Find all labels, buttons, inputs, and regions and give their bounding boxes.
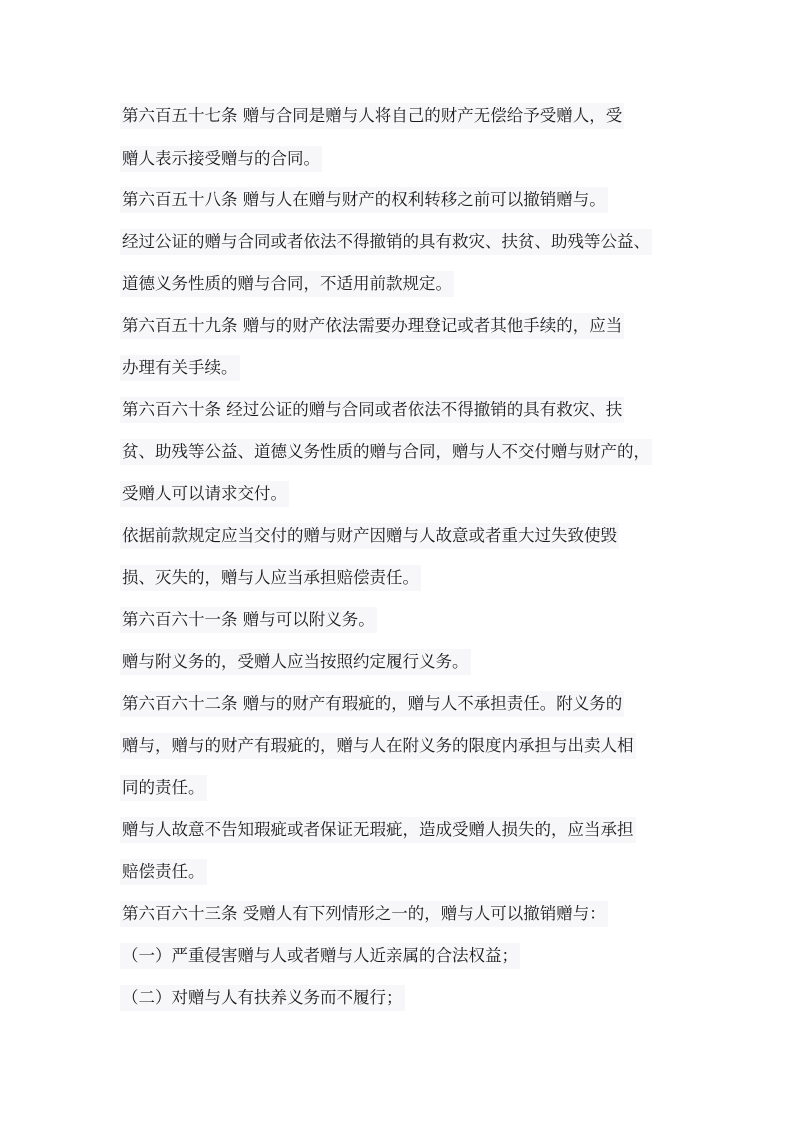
article-658-paragraph-2-line-2: 道德义务性质的赠与合同，不适用前款规定。 bbox=[120, 271, 454, 297]
article-657-line-2: 赠人表示接受赠与的合同。 bbox=[120, 146, 322, 172]
article-662-line-1: 第六百六十二条 赠与的财产有瑕疵的，赠与人不承担责任。附义务的 bbox=[120, 691, 624, 717]
article-658-paragraph-2-line-1: 经过公证的赠与合同或者依法不得撤销的具有救灾、扶贫、助残等公益、 bbox=[120, 229, 652, 255]
article-660-paragraph-2-line-2: 损、灭失的，赠与人应当承担赔偿责任。 bbox=[120, 565, 421, 591]
article-660-line-2: 贫、助残等公益、道德义务性质的赠与合同，赠与人不交付赠与财产的， bbox=[120, 439, 652, 465]
article-662-line-2: 赠与，赠与的财产有瑕疵的，赠与人在附义务的限度内承担与出卖人相 bbox=[120, 733, 636, 759]
article-657-line-1: 第六百五十七条 赠与合同是赠与人将自己的财产无偿给予受赠人，受 bbox=[120, 103, 624, 129]
article-662-line-3: 同的责任。 bbox=[120, 775, 207, 801]
article-658-line-1: 第六百五十八条 赠与人在赠与财产的权利转移之前可以撤销赠与。 bbox=[120, 187, 608, 213]
article-663-item-2: （二）对赠与人有扶养义务而不履行； bbox=[120, 985, 405, 1011]
article-661-line-1: 第六百六十一条 赠与可以附义务。 bbox=[120, 607, 377, 633]
article-662-paragraph-2-line-1: 赠与人故意不告知瑕疵或者保证无瑕疵，造成受赠人损失的，应当承担 bbox=[120, 817, 636, 843]
article-659-line-1: 第六百五十九条 赠与的财产依法需要办理登记或者其他手续的，应当 bbox=[120, 313, 624, 339]
article-662-paragraph-2-line-2: 赔偿责任。 bbox=[120, 859, 207, 885]
article-659-line-2: 办理有关手续。 bbox=[120, 355, 240, 381]
article-660-line-1: 第六百六十条 经过公证的赠与合同或者依法不得撤销的具有救灾、扶 bbox=[120, 397, 624, 423]
article-663-line-1: 第六百六十三条 受赠人有下列情形之一的，赠与人可以撤销赠与： bbox=[120, 901, 608, 927]
article-663-item-1: （一）严重侵害赠与人或者赠与人近亲属的合法权益； bbox=[120, 943, 520, 969]
article-660-paragraph-2-line-1: 依据前款规定应当交付的赠与财产因赠与人故意或者重大过失致使毁 bbox=[120, 523, 619, 549]
article-660-line-3: 受赠人可以请求交付。 bbox=[120, 481, 289, 507]
article-661-paragraph-2-line-1: 赠与附义务的，受赠人应当按照约定履行义务。 bbox=[120, 649, 471, 675]
